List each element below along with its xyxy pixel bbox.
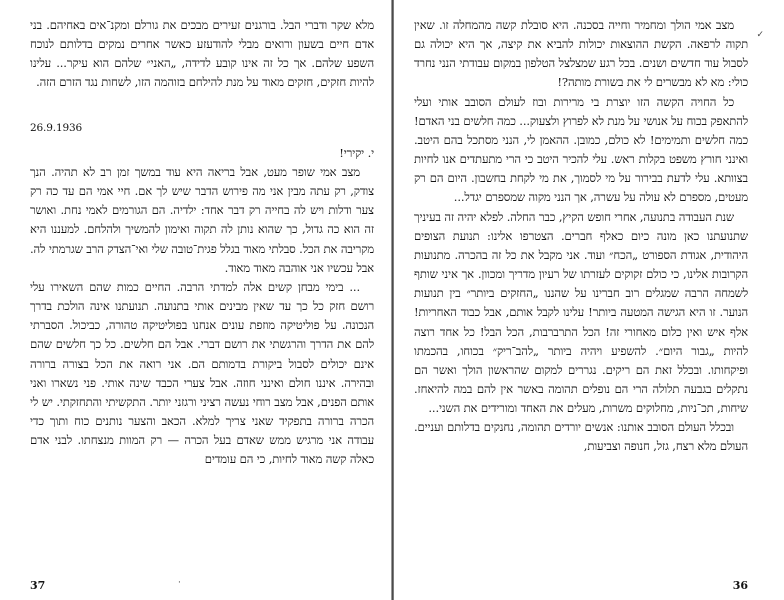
right-paragraph-3: שנת העבודה בתנועה, אחרי חופש הקיץ, כבר החלה. לפלא יהיה זה בעיניך שתנועתנו כאן מונה כיום כאלף חברים. הצטרפו אלינו: תנועת הצופים היהודית, אגודת הספורט „הכח״ ועוד. אני מקבל את כל זה בהכרה. מתנועות הקרובות אלינו, כי כולם זקוקים לעזרתו של רעיון מדריך ומכוון. אך איני שותף לשמחה הרבה שמגלים רוב חברינו על שהננו „החזקים ביותר״ בין תנועות הנוער. זו היא הגישה המטעה ביותר! עלינו לקבל אותם, אבל כבוד האחריות! אלף איש ואין כלום מאחורי זה! הכל התרברבות, הכל הבל! כל אחד רוצה להיות „גבור היום״. להשפיע ויהיה ביותר „להב־ריק״ בכוחו, בהכמתו ופיקחותו. ובכלל זאת הם ריקים. נגררים למקום שהראשון הולך ואשר הם נתקלים בגבעה תלולה הרי הם נופלים תהומה באשר אין להם במה להיאחז. שיחות, תכ־ניות, מחלוקים משרות, מעלים את האחד ומורידים את השני...: [414, 209, 748, 416]
right-paragraph-1: מצב אמי הולך ומחמיר וחייה בסכנה. היא סובלת קשה מהמחלה זו. שאין תקוה לרפאה. הקשת ההוצאות יכולות להביא את קיצה, אך היא יכולה גם לסבול עוד חדשים ושנים. בכל רגע שמצלצל הטלפון במקום עבודתי הנני נחרד כולי: מא לא מבשרים לי את בשורת מותה?!: [414, 18, 748, 90]
page-number-right: 36: [732, 579, 748, 592]
right-page-text: [414, 16, 748, 457]
margin-mark: ✓: [756, 30, 764, 40]
letter-salutation: י. יקירי!: [339, 145, 374, 160]
letter-date: 26.9.1936: [30, 121, 83, 134]
left-paragraph-2: ... בימי מבחן קשים אלה למדתי הרבה. החיים כמות שהם השאירו עלי רושם חזק כל כך עד שאין מבינים אותי בתנועה. תנועתנו אינה הולכת בדרך הנכונה. על פוליטיקה מוזפת עונים אנחנו בפוליטיקה טהורה, כביכול. הסברתי להם את הדרך והרגשתי את רושם דברי. אבל הם חלשים. כל כך חלשים שהם אינם יכולים לסבול ביקורת בדמותם הם. אני רואה את הכל בצורה ברורה ובהירה. איננו חולם ואינני חוזה. אבל צערי הכבד שינה אותי. פני נשארו ואני אותם הפנים, אבל מצב רוחי נעשה רציני ורגזני יותר. התקשיתי והתחזקתי. יש לי הכרה ברורה בתפקיד שאני צריך למלא. הכאב והצער נותנים כוח ותוך כדי עבודה אני מרגיש ממש שאדם בעל הכרה — רק המוות מנצחתו. לבני אדם כאלה קשה מאוד לחיות, כי הם עומדים: [30, 279, 374, 467]
left-top-paragraph: מלא שקר ודברי הבל. בורגנים זעירים מבכים את גורלם ומקנ־אים באחיהם. בני אדם חיים בשעון ורואים מבלי להודעזע כאשר אחרים נמקים בדלותם לנוכח השפע שלהם. אך כל זה אינו קובע לדידה, „האני״ שלהם הוא עיקר... עלינו להיות חזקים, חזקים מאוד על מנת להילחם בזוהמה הזו, לשחות נגד הזרם הזה.: [30, 18, 374, 90]
page-number-left: 37: [30, 579, 46, 592]
right-paragraph-4: ובכלל העולם הסובב אותנו: אנשים יורדים תהומה, נחנקים בדלותם ועניים. העולם מלא רצח, גזל, חנופה וצביעות,: [414, 420, 748, 454]
right-paragraph-2: כל החויה הקשה הזו יוצרת בי מרירות ובוז לעולם הסובב אותי ועלי להתאפק בכוח על אנושי על מנת לא לפרוץ ולצעוק... כמה חלשים בני האדם! כמה חלשים ותמימים! לא כולם, כמובן. ההאמן לי, הנני מסתכל בהם היטב. ואינני חורץ משפט בקלות ראש. עלי להכיר היטב כי הרי מתעתדים אנו לחיות בצוותא. עלי לדעת בבירור על מי לסמוך, את מי לקחת בחשבון. היום הם רק מעטים, מספרם לא עולה על עשרה, אך הנני מקוה שמספרם יגדל...: [414, 94, 748, 205]
left-page-text: [30, 16, 374, 469]
print-speck: ·: [178, 578, 181, 588]
right-page: [392, 0, 784, 600]
left-paragraph-1: מצב אמי שופר מעט, אבל בריאה היא עוד במשך זמן רב לא תהיה. הנך צודק, רק עתה מבין אני מה פירוש הדבר שיש לך אם. חיי אמי הם עד כה רק צער ודלות ויש לה בחייה רק דבר אחד: ילדיה. הם הגורמים לאמי נחת. ואושר זה הוא כה גדול, כך שהוא נותן לה תקוה ואימון להמשיך ולהלחם. למעננו היא מקריבה את הכל. סבלתי מאוד בגלל פגית־טובה שלי ואי־הצדק הרב שגרמתי לה. אבל עכשיו אני אוהבה מאוד מאוד.: [30, 164, 374, 275]
